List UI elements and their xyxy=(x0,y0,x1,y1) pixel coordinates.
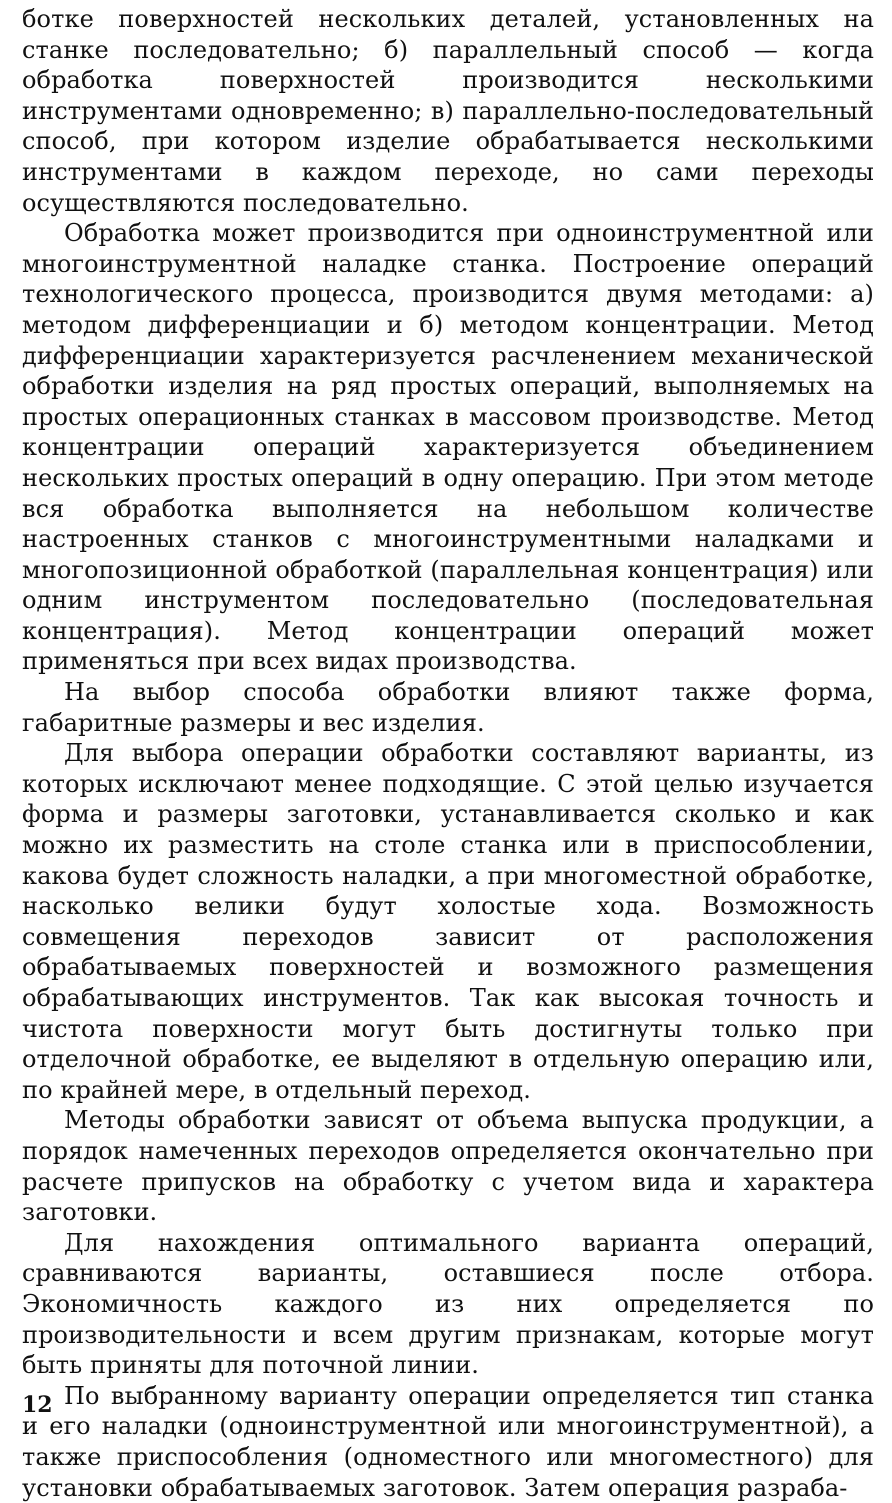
paragraph-processing-methods: Обработка может производится при одноинструментной или многоинструментной наладке станка. Построение операций технологического процесса, производится двумя методами: а) методом дифференциации и б) методом концентрации. Метод дифференциации характеризуется расчленением механической обработки изделия на ряд простых операций, выполняемых на простых операционных станках в массовом производстве. Метод концентрации операций характеризуется объединением нескольких простых операций в одну операцию. При этом методе вся обработка выполняется на небольшом количестве настроенных станков с многоинструментными наладками и многопозиционной обработкой (параллельная концентрация) или одним инструментом последовательно (последовательная концентрация). Метод концентрации операций может применяться при всех видах производства. xyxy=(22,219,874,676)
paragraph-continuation: ботке поверхностей нескольких деталей, установленных на станке последовательно; б) параллельный способ — когда обработка поверхностей производится несколькими инструментами одновременно; в) параллельно-последовательный способ, при котором изделие обрабатывается несколькими инструментами в каждом переходе, но сами переходы осуществляются последовательно. xyxy=(22,5,874,217)
paragraph-operation-variants: Для выбора операции обработки составляют варианты, из которых исключают менее подходящие. С этой целью изучается форма и размеры заготовки, устанавливается сколько и как можно их разместить на столе станка или в приспособлении, какова будет сложность наладки, а при многоместной обработке, насколько велики будут холостые хода. Возможность совмещения переходов зависит от расположения обрабатываемых поверхностей и возможного размещения обрабатывающих инструментов. Так как высокая точность и чистота поверхности могут быть достигнуты только при отделочной обработке, ее выделяют в отдельную операцию или, по крайней мере, в отдельный переход. xyxy=(22,739,874,1104)
paragraph-machine-type: По выбранному варианту операции определяется тип станка и его наладки (одноинструментной или многоинструментной), а также приспособления (одноместного или многоместного) для установки обрабатываемых заготовок. Затем операция разраба- xyxy=(22,1381,874,1502)
paragraph-output-volume: Методы обработки зависят от объема выпуска продукции, а порядок намеченных переходов определяется окончательно при расчете припусков на обработку с учетом вида и характера заготовки. xyxy=(22,1106,874,1227)
paragraph-form-influence: На выбор способа обработки влияют также форма, габаритные размеры и вес изделия. xyxy=(22,678,874,737)
page-text xyxy=(22,4,874,1503)
paragraph-optimal-variant: Для нахождения оптимального варианта операций, сравниваются варианты, оставшиеся после отбора. Экономичность каждого из них определяется по производительности и всем другим признакам, которые могут быть приняты для поточной линии. xyxy=(22,1228,874,1380)
page-number: 12 xyxy=(22,1392,53,1418)
